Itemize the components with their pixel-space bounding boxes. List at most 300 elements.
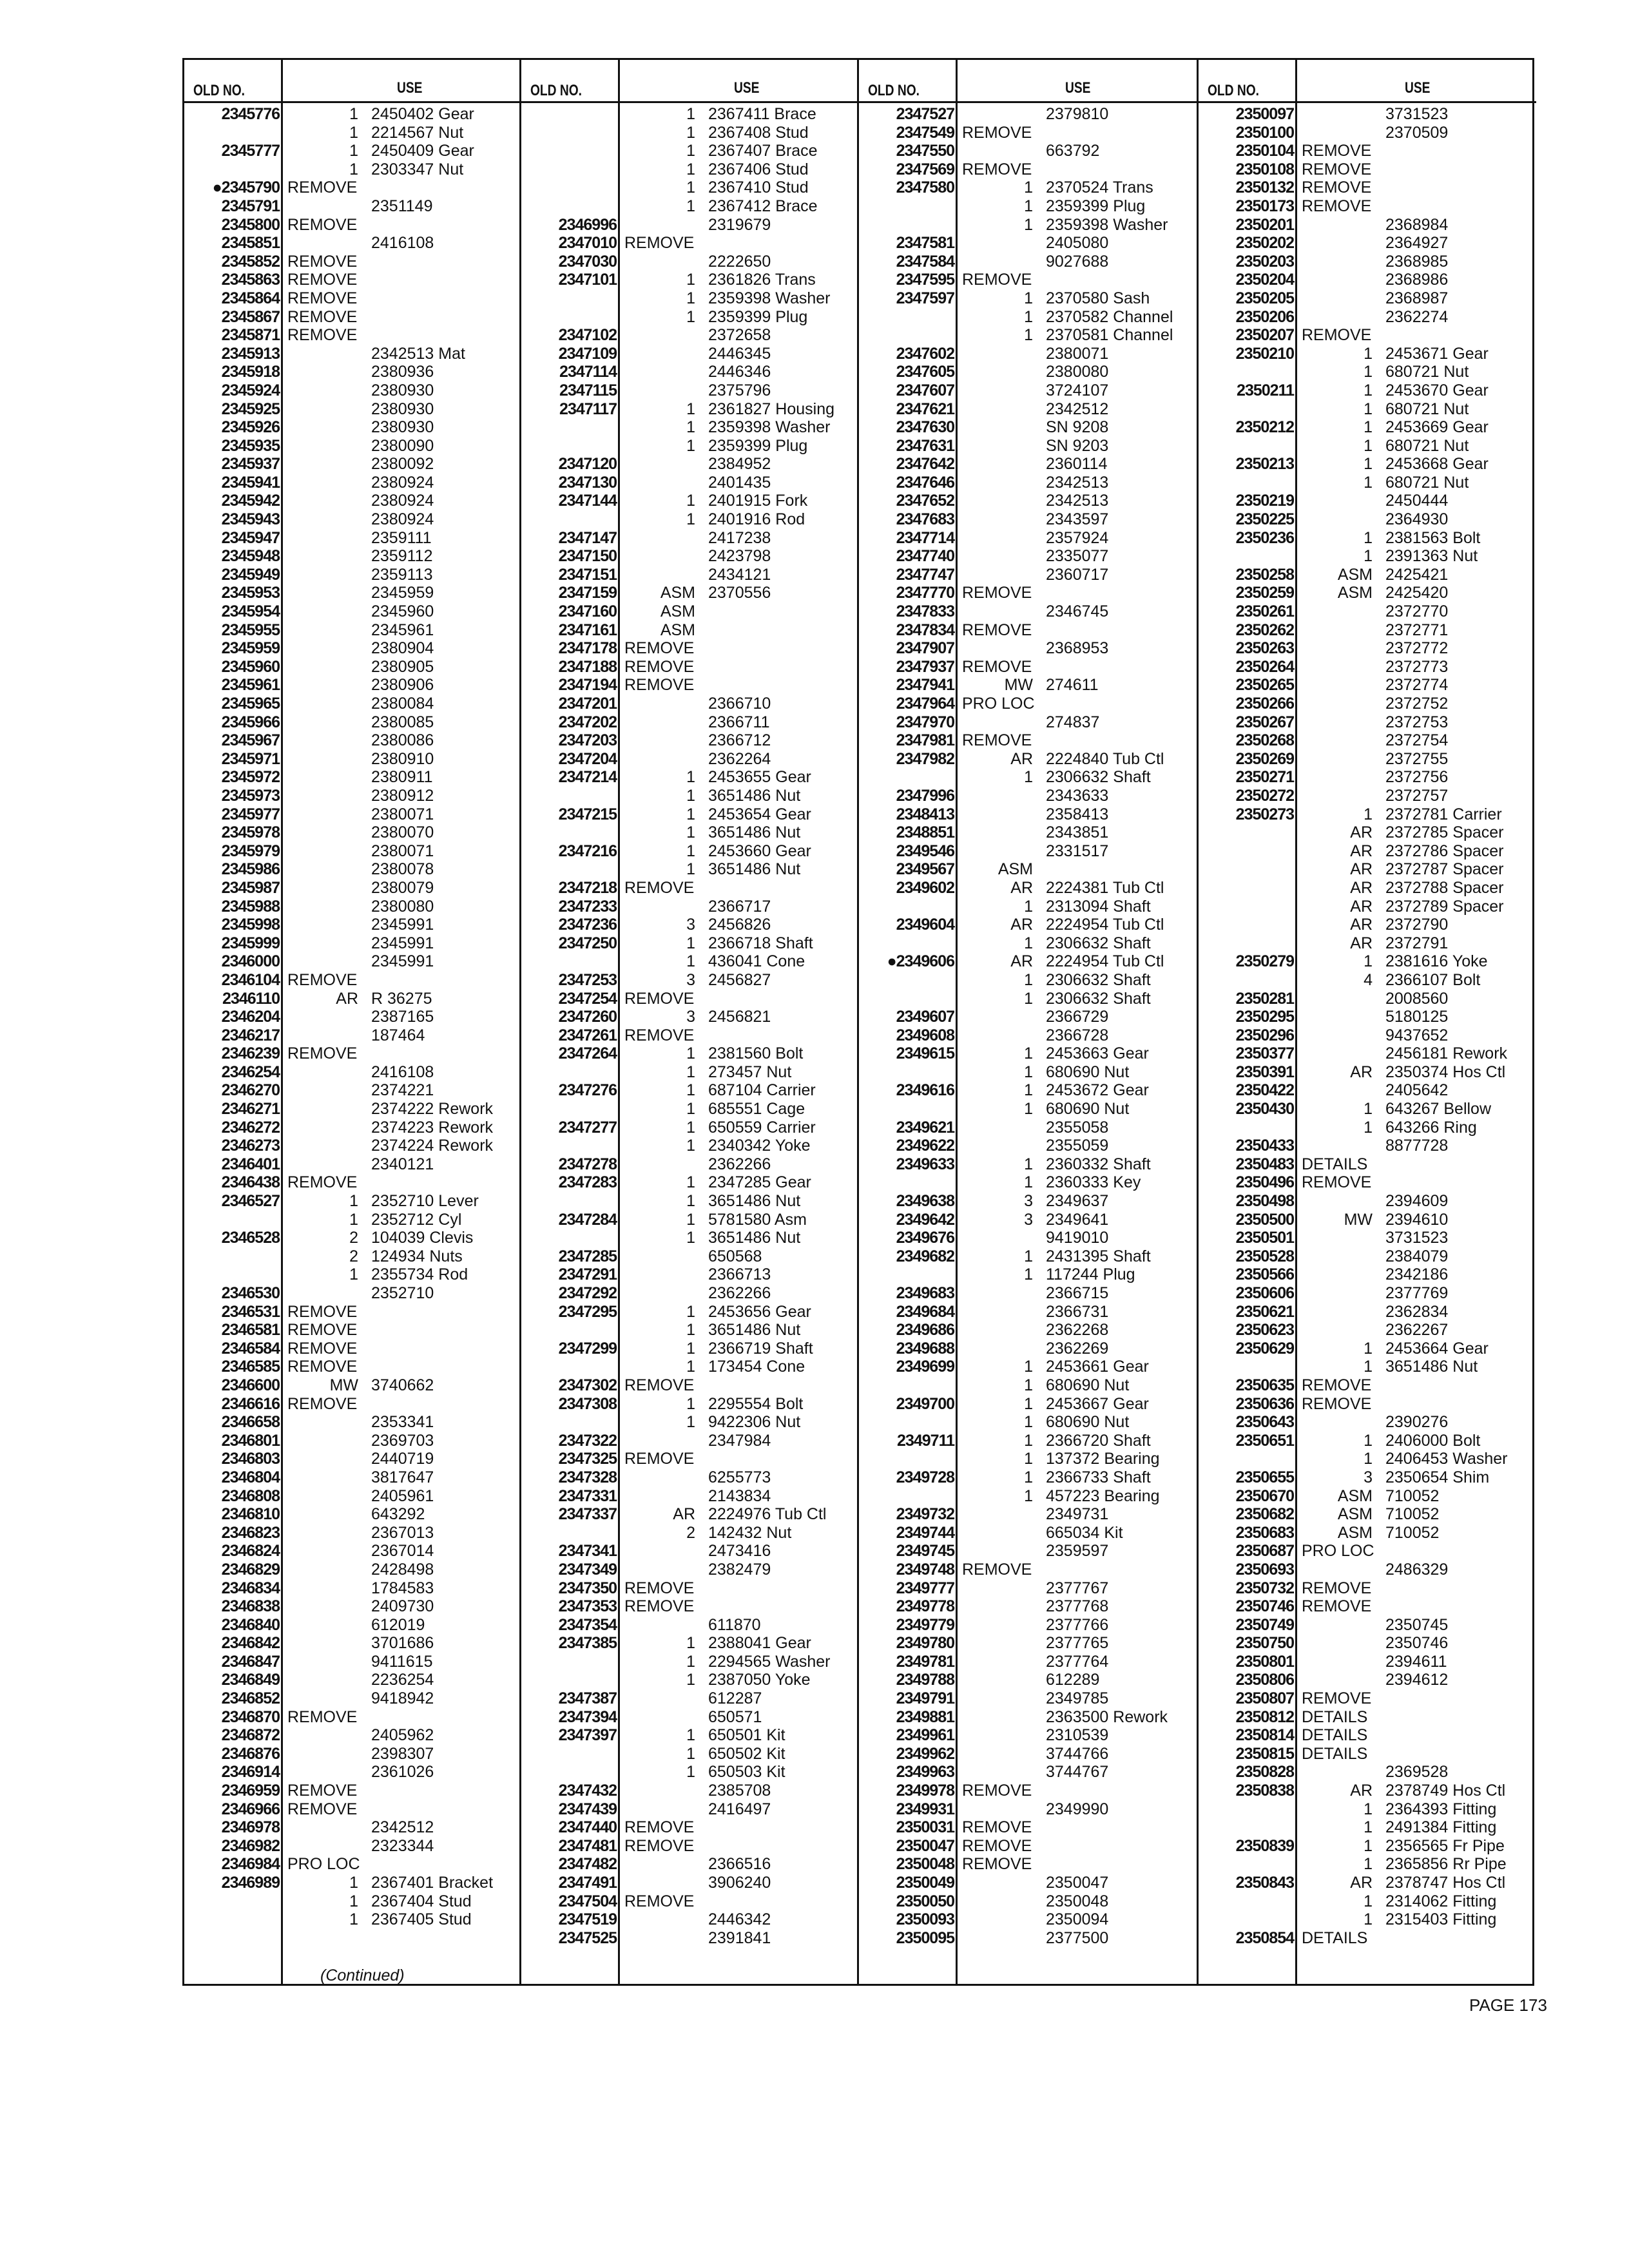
quantity: 1 <box>1364 1118 1373 1137</box>
table-row <box>1199 1800 1536 1819</box>
table-row <box>859 787 1197 805</box>
replacement-part: 665034 Kit <box>1046 1523 1123 1542</box>
table-row <box>859 1432 1197 1450</box>
quantity: 1 <box>1364 473 1373 492</box>
table-row <box>184 1874 519 1892</box>
replacement-part: 9411615 <box>371 1652 433 1671</box>
quantity: 1 <box>1024 1173 1033 1192</box>
table-row <box>521 1119 857 1137</box>
replacement-part: 2357924 <box>1046 528 1109 547</box>
replacement-part: 2377767 <box>1046 1579 1109 1597</box>
quantity: ASM <box>1337 565 1373 584</box>
table-row <box>184 345 519 363</box>
status-label: REMOVE <box>287 178 358 197</box>
old-number: 2350687 <box>1235 1542 1294 1561</box>
replacement-part: 2380924 <box>371 510 434 529</box>
old-number: 2349622 <box>896 1137 954 1155</box>
replacement-part: 2446342 <box>708 1910 771 1929</box>
table-row <box>521 1616 857 1635</box>
quantity: AR <box>1350 916 1373 934</box>
table-row <box>1199 1671 1536 1689</box>
replacement-part: 680721 Nut <box>1385 436 1469 455</box>
old-number: 2345947 <box>221 528 280 547</box>
table-row <box>184 1450 519 1468</box>
quantity: 1 <box>1024 1358 1033 1376</box>
old-number: 2349608 <box>896 1026 954 1044</box>
replacement-part: 2360333 Key <box>1046 1173 1141 1192</box>
table-row <box>184 1689 519 1708</box>
old-number: 2347491 <box>558 1874 617 1892</box>
quantity: ASM <box>998 860 1033 879</box>
replacement-part: 2350374 Hos Ctl <box>1385 1062 1506 1081</box>
table-row <box>859 1837 1197 1856</box>
table-row <box>521 197 857 216</box>
old-number: 2350566 <box>1235 1265 1294 1284</box>
replacement-part: 6255773 <box>708 1468 771 1486</box>
table-row <box>521 455 857 474</box>
old-number: 2346804 <box>221 1468 280 1486</box>
table-row <box>859 676 1197 695</box>
quantity: 1 <box>1024 1376 1033 1394</box>
old-number: 2349791 <box>896 1689 954 1708</box>
table-row <box>859 178 1197 197</box>
replacement-part: 680690 Nut <box>1046 1376 1130 1394</box>
replacement-part: 2453661 Gear <box>1046 1358 1149 1376</box>
status-label: REMOVE <box>624 1026 695 1044</box>
replacement-part: 2456827 <box>708 970 771 989</box>
old-number: 2350683 <box>1235 1523 1294 1542</box>
table-row <box>1199 510 1536 529</box>
quantity: 1 <box>686 1413 695 1432</box>
table-row <box>521 1284 857 1303</box>
replacement-part: 2473416 <box>708 1542 771 1561</box>
table-row <box>184 1468 519 1487</box>
table-row <box>1199 1376 1536 1395</box>
old-number: 2346600 <box>221 1376 280 1394</box>
replacement-part: 2374222 Rework <box>371 1100 494 1119</box>
old-number: 2347188 <box>558 657 617 676</box>
replacement-part: 2380910 <box>371 749 434 768</box>
table-row <box>859 418 1197 437</box>
table-row <box>1199 1265 1536 1284</box>
replacement-part: 2440719 <box>371 1450 434 1468</box>
table-row <box>521 879 857 898</box>
quantity: AR <box>1350 1782 1373 1800</box>
old-number: 2349962 <box>896 1744 954 1763</box>
old-number: 2349777 <box>896 1579 954 1597</box>
table-row <box>184 418 519 437</box>
table-row <box>859 1284 1197 1303</box>
table-row <box>1199 437 1536 456</box>
table-row <box>521 1800 857 1819</box>
table-row <box>521 1561 857 1579</box>
status-label: REMOVE <box>962 1836 1032 1855</box>
table-row <box>184 1303 519 1321</box>
old-number: 2349978 <box>896 1782 954 1800</box>
old-number: 2346531 <box>221 1302 280 1321</box>
replacement-part: 2380090 <box>371 436 434 455</box>
table-row <box>521 639 857 658</box>
quantity: 1 <box>686 1062 695 1081</box>
old-number: 2347117 <box>559 399 617 418</box>
table-row <box>521 1818 857 1837</box>
table-column-4 <box>1199 60 1536 1984</box>
replacement-part: 2345960 <box>371 602 434 621</box>
table-row <box>1199 474 1536 492</box>
replacement-part: 2423798 <box>708 547 771 566</box>
old-number: 2349700 <box>896 1394 954 1413</box>
replacement-part: 2367412 Brace <box>708 197 818 215</box>
replacement-part: 5180125 <box>1385 1008 1449 1026</box>
old-number: 2346824 <box>221 1542 280 1561</box>
replacement-part: 663792 <box>1046 142 1100 160</box>
replacement-part: 2368984 <box>1385 215 1449 234</box>
replacement-part: 2362266 <box>708 1284 771 1302</box>
replacement-part: 611870 <box>708 1615 761 1634</box>
table-row <box>859 1708 1197 1727</box>
old-number: 2346104 <box>221 970 280 989</box>
status-label: REMOVE <box>287 1339 358 1358</box>
replacement-part: 2388041 Gear <box>708 1634 811 1653</box>
table-row <box>521 289 857 308</box>
quantity: 1 <box>686 399 695 418</box>
table-row <box>184 1358 519 1376</box>
old-number: 2347120 <box>558 455 617 474</box>
old-number: 2347341 <box>558 1542 617 1561</box>
replacement-part: 2008560 <box>1385 989 1449 1008</box>
table-row <box>859 271 1197 289</box>
old-number: 2347631 <box>896 436 954 455</box>
table-row <box>859 1044 1197 1063</box>
old-number: 2347204 <box>558 749 617 768</box>
quantity: AR <box>673 1505 695 1524</box>
quantity: 1 <box>686 436 695 455</box>
old-number: 2350204 <box>1235 271 1294 289</box>
table-row <box>184 713 519 732</box>
table-column-3 <box>859 60 1199 1984</box>
replacement-part: 2380070 <box>371 823 434 842</box>
table-row <box>184 602 519 621</box>
replacement-part: 2349990 <box>1046 1800 1109 1818</box>
quantity: 3 <box>686 970 695 989</box>
quantity: 1 <box>686 1173 695 1192</box>
table-row <box>184 1800 519 1819</box>
replacement-part: 2374224 Rework <box>371 1137 494 1155</box>
table-row <box>184 1063 519 1082</box>
table-row <box>184 952 519 971</box>
replacement-part: 2367408 Stud <box>708 123 809 142</box>
table-row <box>859 529 1197 548</box>
quantity: 1 <box>1364 1855 1373 1874</box>
quantity: 1 <box>686 1394 695 1413</box>
table-row <box>521 1505 857 1524</box>
old-number: 2350643 <box>1235 1413 1294 1432</box>
replacement-part: 2369528 <box>1385 1763 1449 1782</box>
replacement-part: 2374221 <box>371 1081 434 1100</box>
table-row <box>184 1671 519 1689</box>
quantity: ASM <box>1337 584 1373 602</box>
old-number: 2350207 <box>1235 326 1294 345</box>
replacement-part: 2222650 <box>708 252 771 271</box>
old-number: 2350050 <box>896 1892 954 1910</box>
old-number: 2350483 <box>1235 1155 1294 1173</box>
quantity: 1 <box>1364 805 1373 823</box>
table-row <box>184 1745 519 1763</box>
table-row <box>1199 1063 1536 1082</box>
replacement-part: 2372772 <box>1385 639 1449 658</box>
table-row <box>521 1745 857 1763</box>
old-number: 2347201 <box>558 695 617 713</box>
table-row <box>859 1929 1197 1948</box>
table-row <box>859 1192 1197 1211</box>
replacement-part: 2369703 <box>371 1431 434 1450</box>
old-number: 2350670 <box>1235 1486 1294 1505</box>
table-row <box>184 437 519 456</box>
rows <box>184 105 519 1929</box>
replacement-part: 2367410 Stud <box>708 178 809 197</box>
status-label: REMOVE <box>962 1560 1032 1579</box>
old-number: 2346270 <box>221 1081 280 1100</box>
replacement-part: 3906240 <box>708 1874 771 1892</box>
table-row <box>521 1247 857 1266</box>
old-number: 2350838 <box>1235 1782 1294 1800</box>
quantity: 1 <box>1364 344 1373 363</box>
table-row <box>184 1837 519 1856</box>
table-row <box>859 750 1197 769</box>
quantity: 1 <box>1024 989 1033 1008</box>
table-row <box>859 823 1197 842</box>
old-number: 2345913 <box>221 344 280 363</box>
old-number: 2350501 <box>1235 1229 1294 1247</box>
quantity: 1 <box>1364 1358 1373 1376</box>
quantity: 1 <box>1024 897 1033 916</box>
column-header <box>184 60 519 103</box>
old-number: 2345978 <box>221 823 280 842</box>
old-number: 2347621 <box>896 399 954 418</box>
status-label: REMOVE <box>287 1800 358 1818</box>
old-number: 2345871 <box>221 326 280 345</box>
table-row <box>1199 289 1536 308</box>
table-row <box>1199 529 1536 548</box>
old-number: 2349778 <box>896 1597 954 1616</box>
replacement-part: 2367401 Bracket <box>371 1874 494 1892</box>
old-number: ●2349606 <box>887 952 954 971</box>
replacement-part: 2401915 Fork <box>708 492 808 510</box>
old-number: 2347439 <box>558 1800 617 1818</box>
old-number: 2345954 <box>221 602 280 621</box>
status-label: PRO LOC <box>287 1855 360 1874</box>
old-number: 2350259 <box>1235 584 1294 602</box>
old-number: 2347144 <box>558 492 617 510</box>
replacement-part: 2368985 <box>1385 252 1449 271</box>
quantity: 1 <box>686 289 695 307</box>
table-row <box>859 602 1197 621</box>
table-row <box>1199 860 1536 879</box>
old-number: 2345791 <box>221 197 280 215</box>
column-header <box>1199 60 1536 103</box>
quantity: ASM <box>660 584 695 602</box>
table-row <box>859 842 1197 861</box>
table-row <box>859 1173 1197 1192</box>
replacement-part: 8877728 <box>1385 1137 1449 1155</box>
table-row <box>859 326 1197 345</box>
table-row <box>859 1800 1197 1819</box>
old-number: 2346982 <box>221 1836 280 1855</box>
replacement-part: 2456181 Rework <box>1385 1044 1508 1063</box>
table-row <box>521 381 857 400</box>
old-number: 2347160 <box>558 602 617 621</box>
status-label: REMOVE <box>287 252 358 271</box>
replacement-part: 2377766 <box>1046 1615 1109 1634</box>
replacement-part: 2450402 Gear <box>371 105 474 123</box>
replacement-part: 2391363 Nut <box>1385 547 1478 566</box>
replacement-part: 173454 Cone <box>708 1358 805 1376</box>
quantity: 1 <box>1024 1247 1033 1265</box>
replacement-part: 2224954 Tub Ctl <box>1046 952 1164 971</box>
replacement-part: 2453660 Gear <box>708 841 811 860</box>
old-number: 2350048 <box>896 1855 954 1874</box>
replacement-part: 2380930 <box>371 381 434 399</box>
replacement-part: 3817647 <box>371 1468 434 1486</box>
status-label: DETAILS <box>1302 1726 1368 1745</box>
quantity: AR <box>1350 897 1373 916</box>
table-row <box>521 1303 857 1321</box>
table-row <box>521 1487 857 1506</box>
table-row <box>859 1155 1197 1174</box>
table-row <box>521 124 857 142</box>
table-row <box>859 1579 1197 1598</box>
replacement-part: 2361827 Housing <box>708 399 834 418</box>
old-number: 2345986 <box>221 860 280 879</box>
table-row <box>521 823 857 842</box>
old-number: 2347597 <box>896 289 954 307</box>
replacement-part: 2343851 <box>1046 823 1109 842</box>
replacement-part: 2365856 Rr Pipe <box>1385 1855 1507 1874</box>
table-row <box>521 400 857 419</box>
table-row <box>184 1616 519 1635</box>
status-label: REMOVE <box>1302 178 1372 197</box>
quantity: MW <box>1344 1210 1373 1229</box>
old-number: 2347834 <box>896 620 954 639</box>
table-row <box>184 1579 519 1598</box>
status-label: REMOVE <box>287 326 358 345</box>
table-row <box>184 1726 519 1745</box>
table-row <box>521 1450 857 1468</box>
quantity: 1 <box>686 768 695 787</box>
quantity: ASM <box>660 620 695 639</box>
quantity: 1 <box>686 1137 695 1155</box>
quantity: MW <box>329 1376 358 1394</box>
table-row <box>859 455 1197 474</box>
table-row <box>1199 234 1536 253</box>
table-row <box>859 1081 1197 1100</box>
quantity: 1 <box>686 860 695 879</box>
table-row <box>859 1247 1197 1266</box>
old-number: 2350262 <box>1235 620 1294 639</box>
old-number: 2350682 <box>1235 1505 1294 1524</box>
replacement-part: 2340121 <box>371 1155 434 1173</box>
replacement-part: 2362267 <box>1385 1321 1449 1340</box>
table-row <box>859 1855 1197 1874</box>
table-row <box>859 695 1197 713</box>
old-number: 2346584 <box>221 1339 280 1358</box>
old-number: 2350279 <box>1235 952 1294 971</box>
table-row <box>184 1376 519 1395</box>
old-number: 2347907 <box>896 639 954 658</box>
status-label: DETAILS <box>1302 1744 1368 1763</box>
table-row <box>521 492 857 510</box>
old-number: 2345941 <box>221 473 280 492</box>
old-number: 2345935 <box>221 436 280 455</box>
replacement-part: 2360114 <box>1046 455 1108 474</box>
table-row <box>1199 1561 1536 1579</box>
replacement-part: 2453667 Gear <box>1046 1394 1149 1413</box>
replacement-part: 2425421 <box>1385 565 1449 584</box>
replacement-part: 2366719 Shaft <box>708 1339 813 1358</box>
old-number: 2345959 <box>221 639 280 658</box>
quantity: 1 <box>349 142 358 160</box>
table-row <box>521 105 857 124</box>
old-number: 2350264 <box>1235 657 1294 676</box>
replacement-part: 2450444 <box>1385 492 1449 510</box>
quantity: 1 <box>1364 1450 1373 1468</box>
replacement-part: 9422306 Nut <box>708 1413 801 1432</box>
quantity: 1 <box>686 1192 695 1211</box>
table-row <box>184 750 519 769</box>
old-number: 2347527 <box>896 105 954 123</box>
old-number: 2349567 <box>896 860 954 879</box>
replacement-part: 2236254 <box>371 1671 434 1689</box>
table-row <box>859 971 1197 990</box>
quantity: 1 <box>686 1634 695 1653</box>
table-row <box>859 1413 1197 1432</box>
old-number: 2347292 <box>558 1284 617 1302</box>
quantity: 1 <box>1024 178 1033 197</box>
quantity: AR <box>1350 934 1373 952</box>
replacement-part: 2405962 <box>371 1726 434 1745</box>
quantity: 1 <box>686 418 695 437</box>
replacement-part: 2456826 <box>708 916 771 934</box>
replacement-part: 2342186 <box>1385 1265 1449 1284</box>
status-label: REMOVE <box>962 1855 1032 1874</box>
table-row <box>521 1395 857 1414</box>
table-row <box>1199 1689 1536 1708</box>
replacement-part: 2405080 <box>1046 234 1109 253</box>
old-number: 2350269 <box>1235 749 1294 768</box>
old-number: 2349676 <box>896 1229 954 1247</box>
quantity: 1 <box>686 841 695 860</box>
replacement-part: 2384952 <box>708 455 771 474</box>
old-number: 2347996 <box>896 786 954 805</box>
old-number: 2350433 <box>1235 1137 1294 1155</box>
replacement-part: 2370582 Channel <box>1046 307 1173 326</box>
table-row <box>521 1929 857 1948</box>
table-column-2 <box>521 60 859 1984</box>
replacement-part: 2349785 <box>1046 1689 1109 1708</box>
replacement-part: 2347285 Gear <box>708 1173 811 1192</box>
status-label: REMOVE <box>1302 1579 1372 1597</box>
replacement-part: 2366711 <box>708 713 770 731</box>
old-number: 2350272 <box>1235 786 1294 805</box>
table-row <box>859 1634 1197 1653</box>
old-number: 2345918 <box>221 363 280 381</box>
quantity: 1 <box>686 1358 695 1376</box>
quantity: 1 <box>1364 1836 1373 1855</box>
replacement-part: 3740662 <box>371 1376 434 1394</box>
table-row <box>859 1763 1197 1782</box>
status-label: REMOVE <box>624 878 695 897</box>
replacement-part: 2380904 <box>371 639 434 658</box>
